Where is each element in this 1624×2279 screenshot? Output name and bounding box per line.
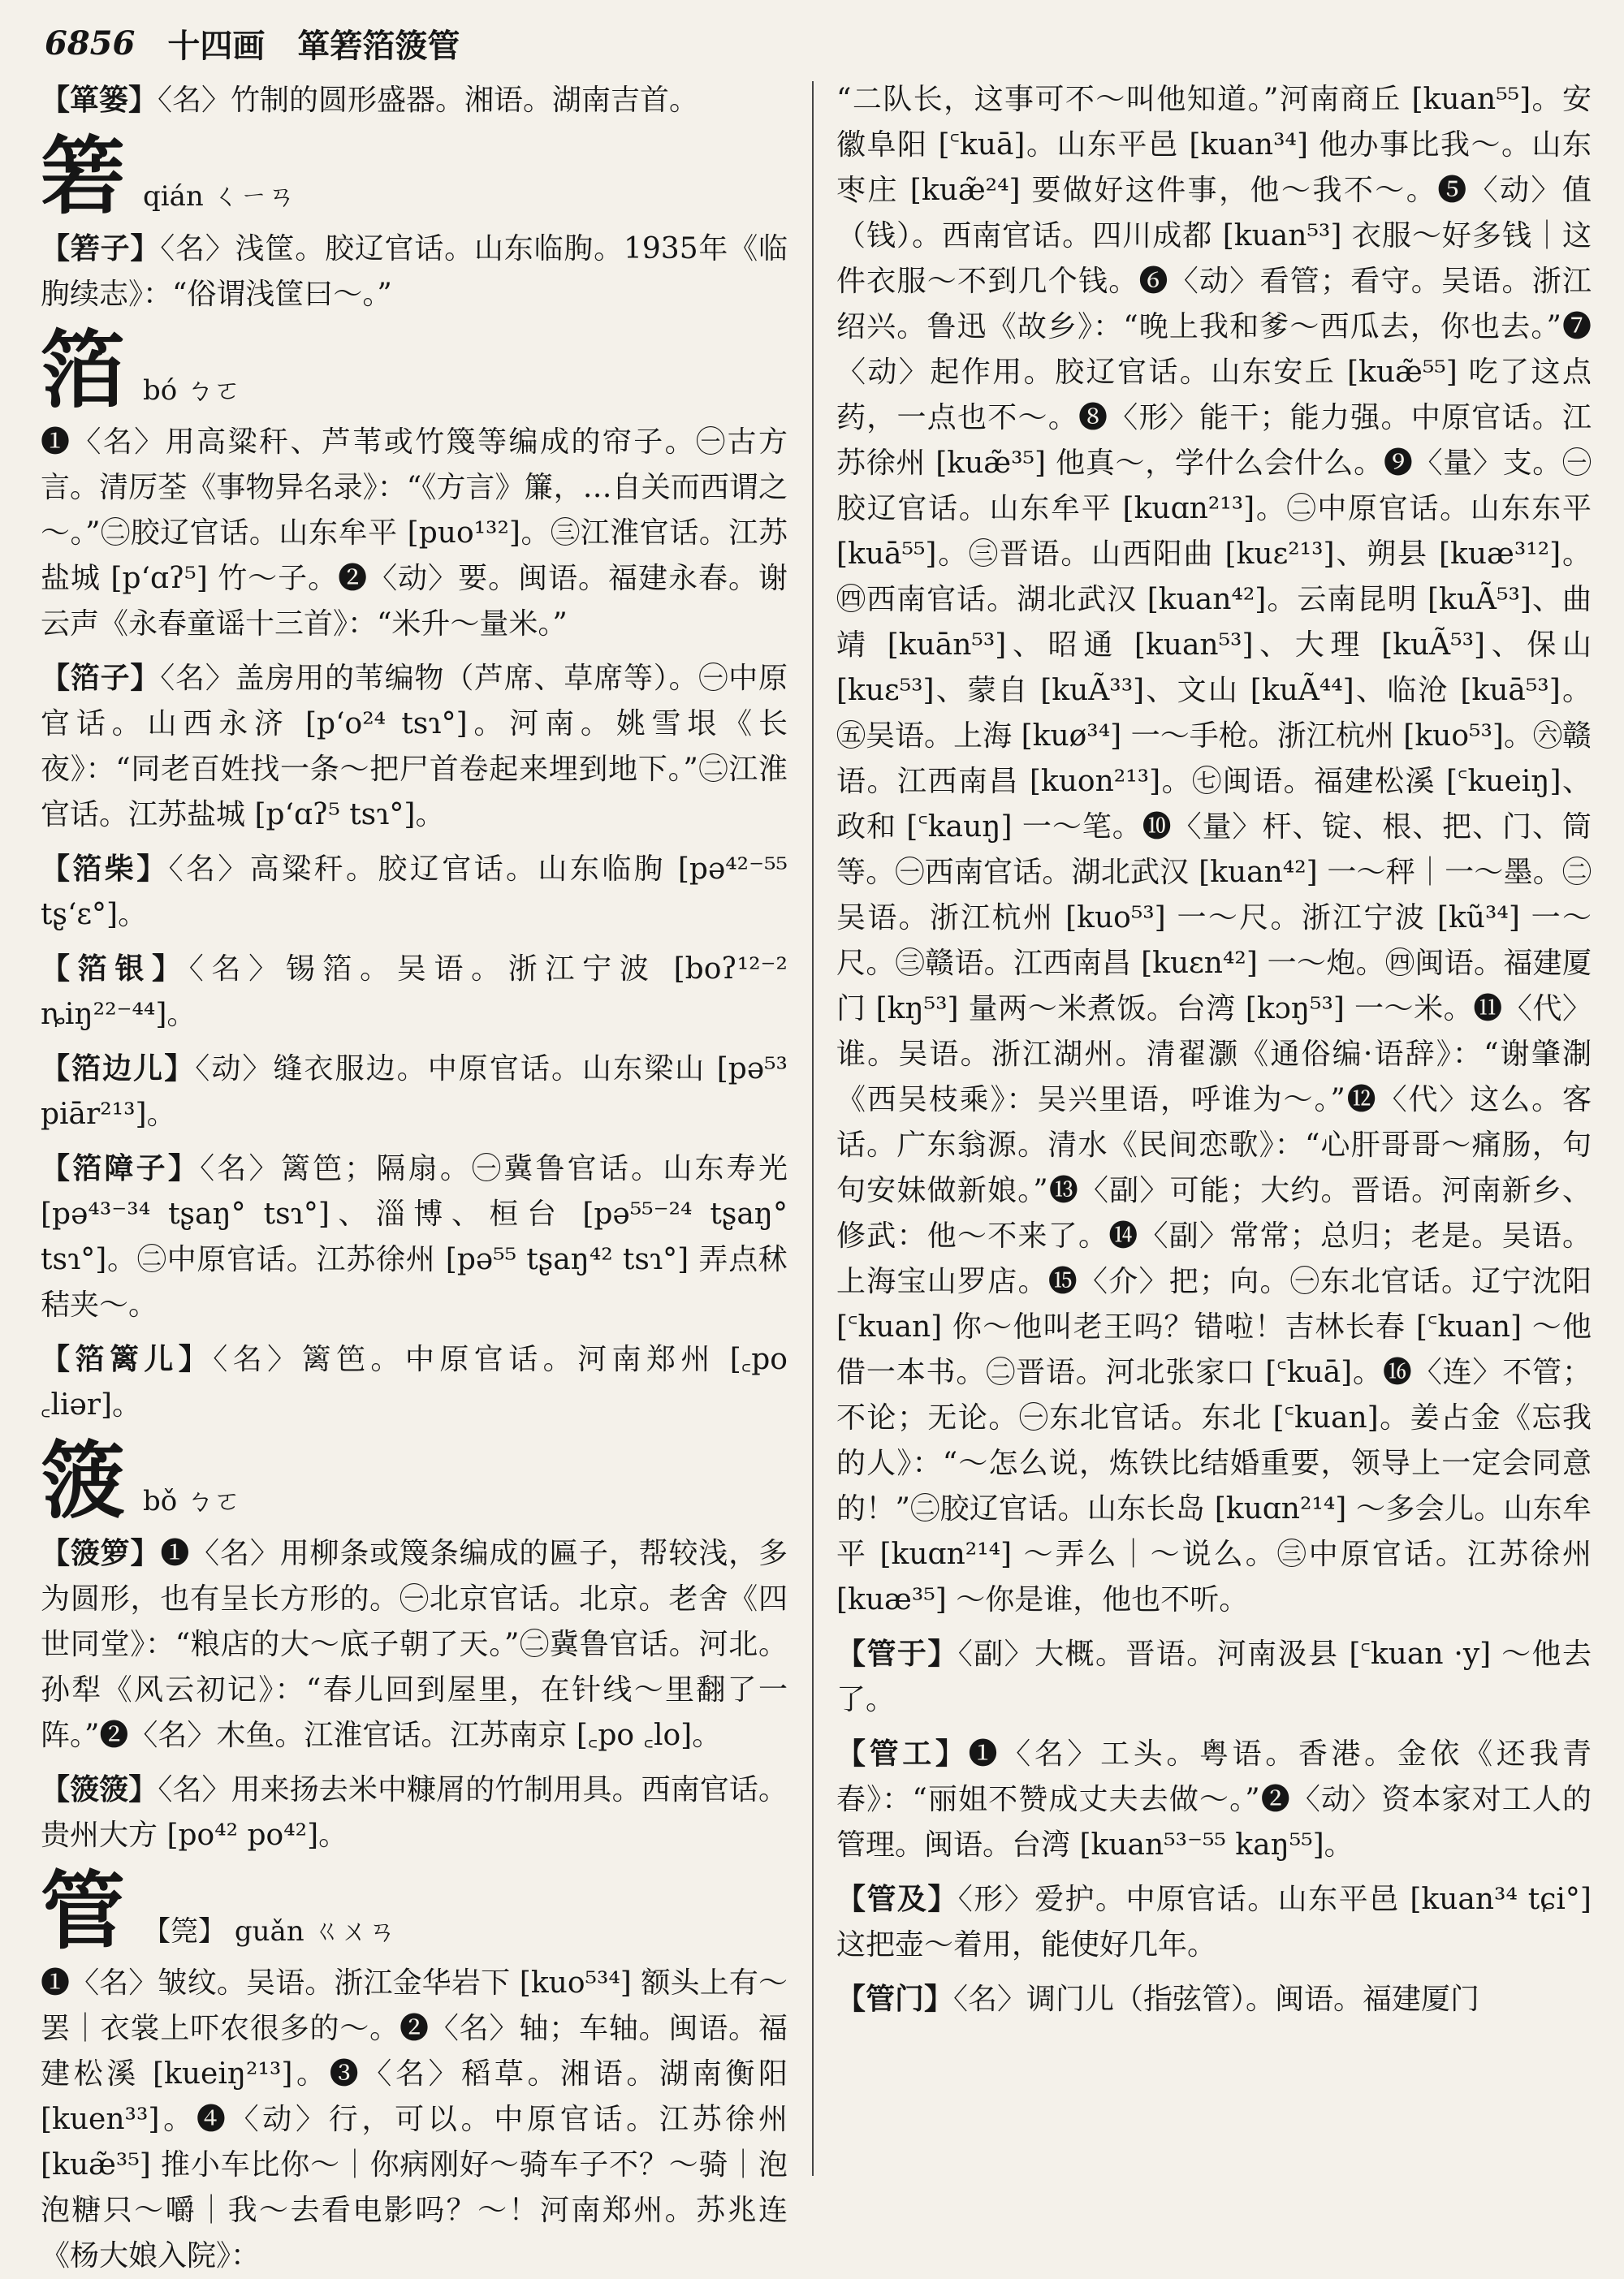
headword-block bbox=[41, 127, 788, 226]
page-number: 6856 bbox=[45, 24, 136, 63]
right-column bbox=[836, 77, 1592, 2180]
entry-headword: 【管于】 bbox=[836, 1637, 958, 1671]
dictionary-entry bbox=[41, 846, 788, 938]
entry-headword: 【箔柴】 bbox=[41, 852, 169, 886]
dictionary-entry bbox=[41, 1530, 788, 1759]
entry-headword: 【箔篱儿】 bbox=[41, 1342, 214, 1376]
headword-block bbox=[41, 1431, 788, 1530]
headword-character: 管 bbox=[41, 1862, 126, 1961]
pinyin: bǒ ㄅㄛ bbox=[143, 1485, 242, 1517]
dictionary-entry bbox=[836, 1631, 1592, 1723]
entry-definition: 〈动〉缝衣服边。中原官话。山东梁山 [pə⁵³ piār²¹³]。 bbox=[41, 1052, 788, 1131]
pinyin: 【筦】 guǎn ㄍㄨㄢ bbox=[143, 1915, 396, 1948]
headword-block bbox=[41, 321, 788, 420]
definition-text: ❶〈名〉皱纹。吴语。浙江金华岩下 [kuo⁵³⁴] 额头上有～罢｜衣裳上吓农很多的～。❷〈名〉轴；车轴。闽语。福建松溪 [kueiŋ²¹³]。❸〈名〉稻草。湘语。湖南衡阳 [kuen³³]。❹〈动〉行，可以。中原官话。江苏徐州 [kuæ̃³⁵] 推小车比你～｜你病刚好～骑车子不？～骑｜泡泡糖只～嚼｜我～去看电影吗？～！河南郑州。苏兆连《杨大娘入院》： bbox=[41, 1966, 788, 2273]
dictionary-entry bbox=[836, 1731, 1592, 1868]
entry-headword: 【箬子】 bbox=[41, 231, 161, 265]
dictionary-entry bbox=[41, 1146, 788, 1328]
dictionary-entry bbox=[41, 1336, 788, 1428]
dictionary-entry bbox=[836, 1976, 1592, 2022]
entry-headword: 【管工】 bbox=[836, 1737, 969, 1771]
page-characters: 箪箬箔箥管 bbox=[297, 26, 460, 65]
entry-definition: 〈名〉篱笆；隔扇。㊀冀鲁官话。山东寿光 [pə⁴³⁻³⁴ tʂaŋ° tsɿ°]、淄博、桓台 [pə⁵⁵⁻²⁴ tʂaŋ° tsɿ°]。㊁中原官话。江苏徐州 [pə⁵⁵ tʂaŋ⁴² tsɿ°] 弄点秫秸夹～。 bbox=[41, 1152, 788, 1322]
definition-text: ❶〈名〉用高粱秆、芦苇或竹篾等编成的帘子。㊀古方言。清厉荃《事物异名录》：“《方言》簾，…自关而西谓之～。”㊁胶辽官话。山东牟平 [puo¹³²]。㊂江淮官话。江苏盐城 [p‘ɑʔ⁵] 竹～子。❷〈动〉要。闽语。福建永春。谢云声《永春童谣十三首》：“米升～量米。” bbox=[41, 425, 788, 641]
entry-definition: 〈名〉高粱秆。胶辽官话。山东临朐 [pə⁴²⁻⁵⁵ tʂ‘ɛ°]。 bbox=[41, 852, 788, 931]
entry-definition: 〈名〉调门儿（指弦管）。闽语。福建厦门 bbox=[953, 1983, 1480, 2016]
entry-headword: 【箔子】 bbox=[41, 661, 161, 695]
dictionary-entry bbox=[41, 655, 788, 838]
entry-definition: 〈名〉竹制的圆形盛器。湘语。湖南吉首。 bbox=[158, 84, 699, 117]
entry-definition: ❶〈名〉工头。粤语。香港。金依《还我青春》：“丽姐不赞成丈夫去做～。”❷〈动〉资本家对工人的管理。闽语。台湾 [kuan⁵³⁻⁵⁵ kaŋ⁵⁵]。 bbox=[836, 1737, 1592, 1862]
entry-headword: 【箪篓】 bbox=[41, 83, 158, 117]
entry-definition: 〈名〉篱笆。中原官话。河南郑州 [꜀po ꜀liər]。 bbox=[41, 1343, 788, 1422]
entry-headword: 【管及】 bbox=[836, 1882, 958, 1916]
entry-headword: 【管门】 bbox=[836, 1982, 954, 2016]
pinyin: qián ㄑㄧㄢ bbox=[143, 180, 296, 213]
entry-headword: 【箥箩】 bbox=[41, 1536, 161, 1570]
headword-character: 箬 bbox=[41, 127, 126, 226]
entry-headword: 【箔银】 bbox=[41, 952, 189, 986]
entry-headword: 【箔障子】 bbox=[41, 1151, 201, 1185]
definition-continued: “二队长，这事可不～叫他知道。”河南商丘 [kuan⁵⁵]。安徽阜阳 [꜂kuā]。山东平邑 [kuan³⁴] 他办事比我～。山东枣庄 [kuæ̃²⁴] 要做好这件事，他～我不～。❺〈动〉值（钱）。西南官话。四川成都 [kuan⁵³] 衣服～好多钱｜这件衣服～不到几个钱。❻〈动〉看管；看守。吴语。浙江绍兴。鲁迅《故乡》：“晚上我和爹～西瓜去，你也去。”❼〈动〉起作用。胶辽官话。山东安丘 [kuæ̃⁵⁵] 吃了这点药，一点也不～。❽〈形〉能干；能力强。中原官话。江苏徐州 [kuæ̃³⁵] 他真～，学什么会什么。❾〈量〉支。㊀胶辽官话。山东牟平 [kuɑn²¹³]。㊁中原官话。山东东平 [kuā⁵⁵]。㊂晋语。山西阳曲 [kuɛ²¹³]、朔县 [kuæ³¹²]。㊃西南官话。湖北武汉 [kuan⁴²]。云南昆明 [kuÃ⁵³]、曲靖 [kuān⁵³]、昭通 [kuan⁵³]、大理 [kuÃ⁵³]、保山 [kuɛ⁵³]、蒙自 [kuÃ³³]、文山 [kuÃ⁴⁴]、临沧 [kuā⁵³]。㊄吴语。上海 [kuø³⁴] 一～手枪。浙江杭州 [kuo⁵³]。㊅赣语。江西南昌 [kuon²¹³]。㊆闽语。福建松溪 [꜂kueiŋ]、政和 [꜂kauŋ] 一～笔。❿〈量〉杆、锭、根、把、门、筒等。㊀西南官话。湖北武汉 [kuan⁴²] 一～秤｜一～墨。㊁吴语。浙江杭州 [kuo⁵³] 一～尺。浙江宁波 [kũ³⁴] 一～尺。㊂赣语。江西南昌 [kuɛn⁴²] 一～炮。㊃闽语。福建厦门 [kŋ⁵³] 量两～米煮饭。台湾 [kɔŋ⁵³] 一～米。⓫〈代〉谁。吴语。浙江湖州。清翟灏《通俗编·语辞》：“谢肇淛《西吴枝乘》：吴兴里语，呼谁为～。”⓬〈代〉这么。客话。广东翁源。清水《民间恋歌》：“心肝哥哥～痛肠，句句安妹做新娘。”⓭〈副〉可能；大约。晋语。河南新乡、修武：他～不来了。⓮〈副〉常常；总归；老是。吴语。上海宝山罗店。⓯〈介〉把；向。㊀东北官话。辽宁沈阳 [꜂kuan] 你～他叫老王吗？错啦！吉林长春 [꜂kuan] ～他借一本书。㊁晋语。河北张家口 [꜂kuā]。⓰〈连〉不管；不论；无论。㊀东北官话。东北 [꜂kuan]。姜占金《忘我的人》：“～怎么说，炼铁比结婚重要，领导上一定会同意的！”㊁胶辽官话。山东长岛 [kuɑn²¹⁴] ～多会儿。山东牟平 [kuɑn²¹⁴] ～弄么｜～说么。㊂中原官话。江苏徐州 [kuæ³⁵] ～你是谁，他也不听。 bbox=[836, 83, 1592, 1616]
dictionary-entry bbox=[836, 1876, 1592, 1968]
left-column bbox=[41, 77, 788, 2273]
entry-headword: 【箔边儿】 bbox=[41, 1051, 196, 1086]
entry-definition: 〈名〉盖房用的苇编物（芦席、草席等）。㊀中原官话。山西永济 [p‘o²⁴ tsɿ°]。河南。姚雪垠《长夜》：“同老百姓找一条～把尸首卷起来埋到地下。”㊁江淮官话。江苏盐城 [p‘ɑʔ⁵ tsɿ°]。 bbox=[41, 662, 788, 831]
headword-character: 箥 bbox=[41, 1431, 126, 1530]
entry-definition: 〈名〉浅筐。胶辽官话。山东临朐。1935年《临朐续志》：“俗谓浅筐曰～。” bbox=[41, 232, 788, 311]
entry-definition: 〈名〉用来扬去米中糠屑的竹制用具。西南官话。贵州大方 [po⁴² po⁴²]。 bbox=[41, 1773, 788, 1852]
section-label: 十四画 bbox=[167, 26, 266, 65]
dictionary-entry bbox=[41, 1767, 788, 1858]
entry-definition: 〈副〉大概。晋语。河南汲县 [꜂kuan ·y] ～他去了。 bbox=[836, 1638, 1592, 1716]
dictionary-entry bbox=[41, 1046, 788, 1137]
entry-definition: 〈名〉锡箔。吴语。浙江宁波 [boʔ¹²⁻² ȵiŋ²²⁻⁴⁴]。 bbox=[41, 952, 788, 1031]
pinyin: bó ㄅㄛ bbox=[143, 374, 242, 407]
headword-block bbox=[41, 1862, 788, 1961]
entry-headword: 【箥箥】 bbox=[41, 1772, 158, 1806]
headword-character: 箔 bbox=[41, 321, 126, 420]
dictionary-entry bbox=[41, 77, 788, 123]
dictionary-entry bbox=[41, 946, 788, 1038]
column-divider bbox=[812, 81, 814, 2176]
entry-definition: 〈形〉爱护。中原官话。山东平邑 [kuan³⁴ tɕi°] 这把壶～着用，能使好几年。 bbox=[836, 1883, 1592, 1962]
dictionary-entry bbox=[41, 226, 788, 317]
page-header bbox=[45, 15, 1587, 71]
entry-definition: ❶〈名〉用柳条或篾条编成的匾子，帮较浅，多为圆形，也有呈长方形的。㊀北京官话。北京。老舍《四世同堂》：“粮店的大～底子朝了天。”㊁冀鲁官话。河北。孙犁《风云初记》：“春儿回到屋里，在针线～里翻了一阵。”❷〈名〉木鱼。江淮官话。江苏南京 [꜀po ꜀lo]。 bbox=[41, 1537, 788, 1752]
